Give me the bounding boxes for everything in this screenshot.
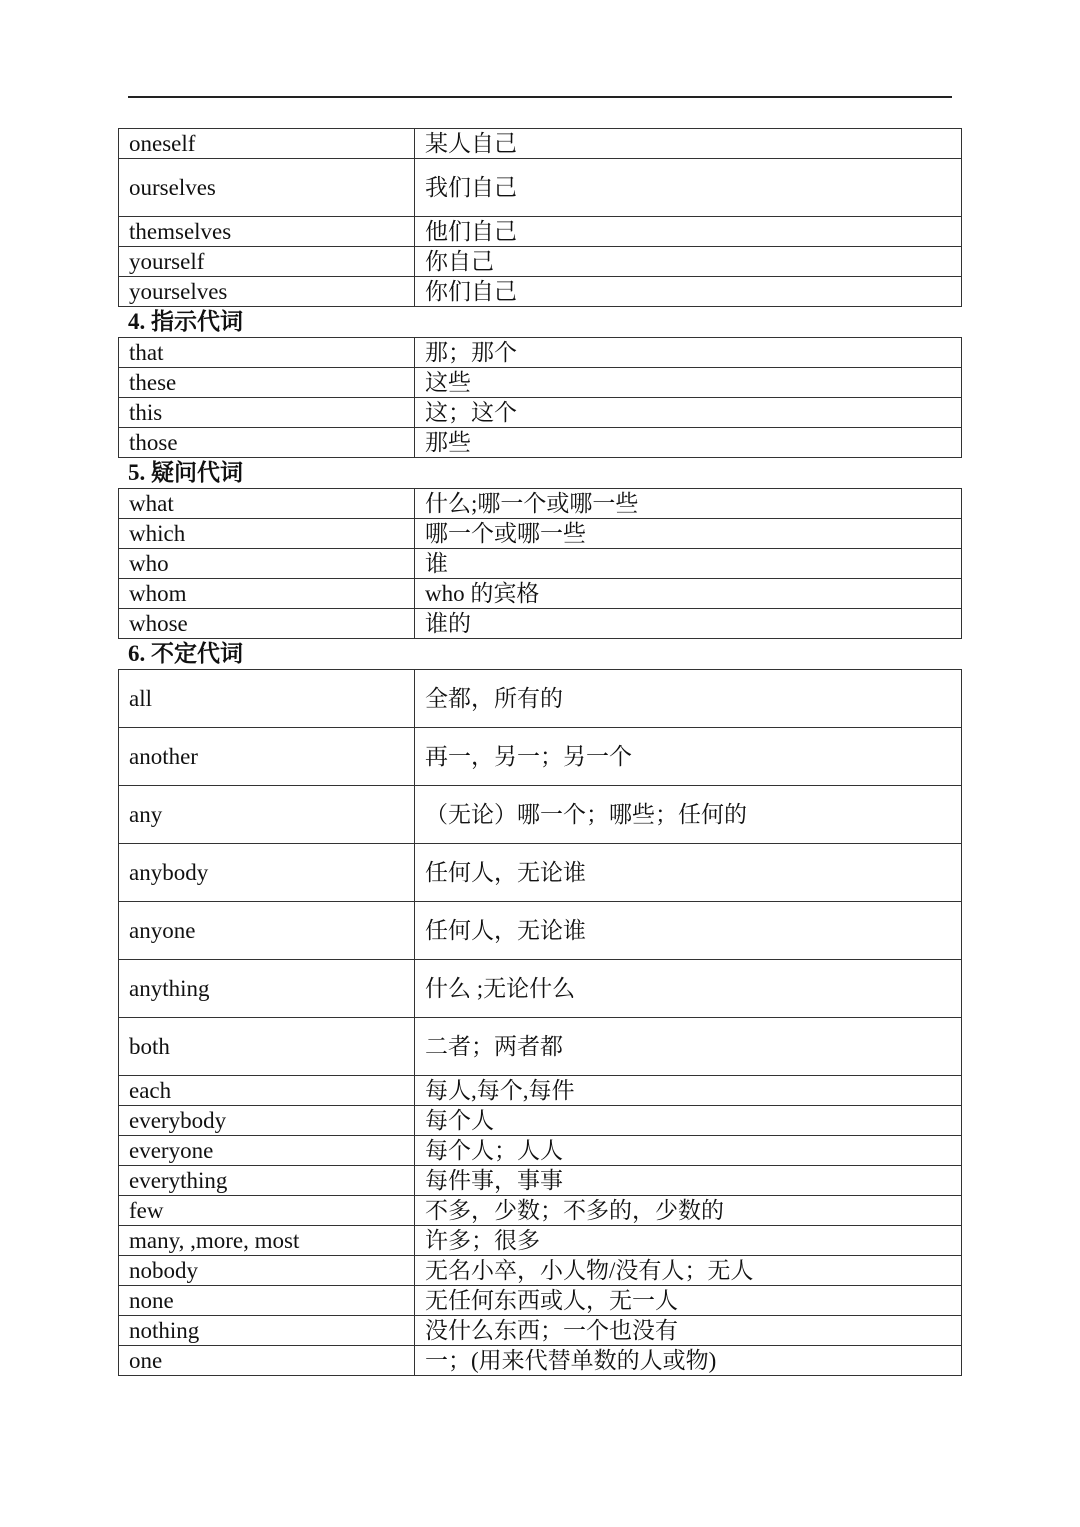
table-row [119, 338, 962, 368]
meaning-cell: 没什么东西；一个也没有 [415, 1316, 962, 1346]
word-cell: all [119, 670, 415, 728]
meaning-cell: 一；(用来代替单数的人或物) [415, 1346, 962, 1376]
meaning-cell: 每人,每个,每件 [415, 1076, 962, 1106]
table-row [119, 1076, 962, 1106]
table-row [119, 398, 962, 428]
word-cell: anything [119, 960, 415, 1018]
meaning-cell: 不多，少数；不多的，少数的 [415, 1196, 962, 1226]
meaning-cell: 任何人，无论谁 [415, 844, 962, 902]
table-row [119, 1136, 962, 1166]
meaning-cell: 这些 [415, 368, 962, 398]
meaning-cell: 谁的 [415, 609, 962, 639]
word-cell: oneself [119, 129, 415, 159]
table-row [119, 1018, 962, 1076]
vocabulary-document [118, 128, 962, 1376]
word-cell: none [119, 1286, 415, 1316]
word-cell: both [119, 1018, 415, 1076]
meaning-cell: 什么 ;无论什么 [415, 960, 962, 1018]
table-row [119, 159, 962, 217]
word-cell: which [119, 519, 415, 549]
table-row [119, 1106, 962, 1136]
word-cell: what [119, 489, 415, 519]
meaning-cell: 谁 [415, 549, 962, 579]
word-cell: nothing [119, 1316, 415, 1346]
meaning-cell: 哪一个或哪一些 [415, 519, 962, 549]
table-row [119, 1256, 962, 1286]
word-cell: another [119, 728, 415, 786]
meaning-cell: 那；那个 [415, 338, 962, 368]
table-row [119, 217, 962, 247]
word-cell: that [119, 338, 415, 368]
word-cell: many, ,more, most [119, 1226, 415, 1256]
word-cell: nobody [119, 1256, 415, 1286]
table-row [119, 489, 962, 519]
meaning-cell: 每件事，事事 [415, 1166, 962, 1196]
meaning-cell: 每个人；人人 [415, 1136, 962, 1166]
word-cell: any [119, 786, 415, 844]
meaning-cell: 某人自己 [415, 129, 962, 159]
word-cell: this [119, 398, 415, 428]
meaning-cell: 无任何东西或人，无一人 [415, 1286, 962, 1316]
word-cell: whom [119, 579, 415, 609]
word-cell: everything [119, 1166, 415, 1196]
meaning-cell: 二者；两者都 [415, 1018, 962, 1076]
word-cell: anybody [119, 844, 415, 902]
word-cell: everyone [119, 1136, 415, 1166]
table-row [119, 1226, 962, 1256]
word-cell: yourself [119, 247, 415, 277]
table-row [119, 277, 962, 307]
table-row [119, 368, 962, 398]
word-cell: yourselves [119, 277, 415, 307]
table-row [119, 1166, 962, 1196]
table-row [119, 844, 962, 902]
word-cell: these [119, 368, 415, 398]
meaning-cell: 他们自己 [415, 217, 962, 247]
table-row [119, 1316, 962, 1346]
table-row [119, 960, 962, 1018]
meaning-cell: 什么;哪一个或哪一些 [415, 489, 962, 519]
meaning-cell: （无论）哪一个；哪些；任何的 [415, 786, 962, 844]
meaning-cell: who 的宾格 [415, 579, 962, 609]
table-row [119, 247, 962, 277]
meaning-cell: 你们自己 [415, 277, 962, 307]
meaning-cell: 无名小卒，小人物/没有人；无人 [415, 1256, 962, 1286]
table-row [119, 728, 962, 786]
meaning-cell: 再一，另一；另一个 [415, 728, 962, 786]
section-heading: 6. 不定代词 [128, 641, 243, 666]
table-row [119, 428, 962, 458]
table-row [119, 670, 962, 728]
meaning-cell: 你自己 [415, 247, 962, 277]
vocabulary-table [118, 488, 962, 639]
table-row [119, 579, 962, 609]
word-cell: whose [119, 609, 415, 639]
word-cell: themselves [119, 217, 415, 247]
section-heading: 5. 疑问代词 [128, 460, 243, 485]
header-rule [128, 96, 952, 98]
table-row [119, 549, 962, 579]
table-row [119, 129, 962, 159]
table-row [119, 609, 962, 639]
table-row [119, 1196, 962, 1226]
word-cell: ourselves [119, 159, 415, 217]
meaning-cell: 那些 [415, 428, 962, 458]
table-row [119, 1346, 962, 1376]
meaning-cell: 任何人，无论谁 [415, 902, 962, 960]
table-row [119, 902, 962, 960]
meaning-cell: 每个人 [415, 1106, 962, 1136]
table-row [119, 519, 962, 549]
table-row [119, 1286, 962, 1316]
word-cell: few [119, 1196, 415, 1226]
meaning-cell: 这；这个 [415, 398, 962, 428]
word-cell: who [119, 549, 415, 579]
word-cell: anyone [119, 902, 415, 960]
meaning-cell: 全都，所有的 [415, 670, 962, 728]
vocabulary-table [118, 337, 962, 458]
meaning-cell: 我们自己 [415, 159, 962, 217]
meaning-cell: 许多；很多 [415, 1226, 962, 1256]
section-heading: 4. 指示代词 [128, 309, 243, 334]
word-cell: those [119, 428, 415, 458]
word-cell: one [119, 1346, 415, 1376]
table-row [119, 786, 962, 844]
vocabulary-table [118, 669, 962, 1376]
vocabulary-table [118, 128, 962, 307]
word-cell: each [119, 1076, 415, 1106]
word-cell: everybody [119, 1106, 415, 1136]
